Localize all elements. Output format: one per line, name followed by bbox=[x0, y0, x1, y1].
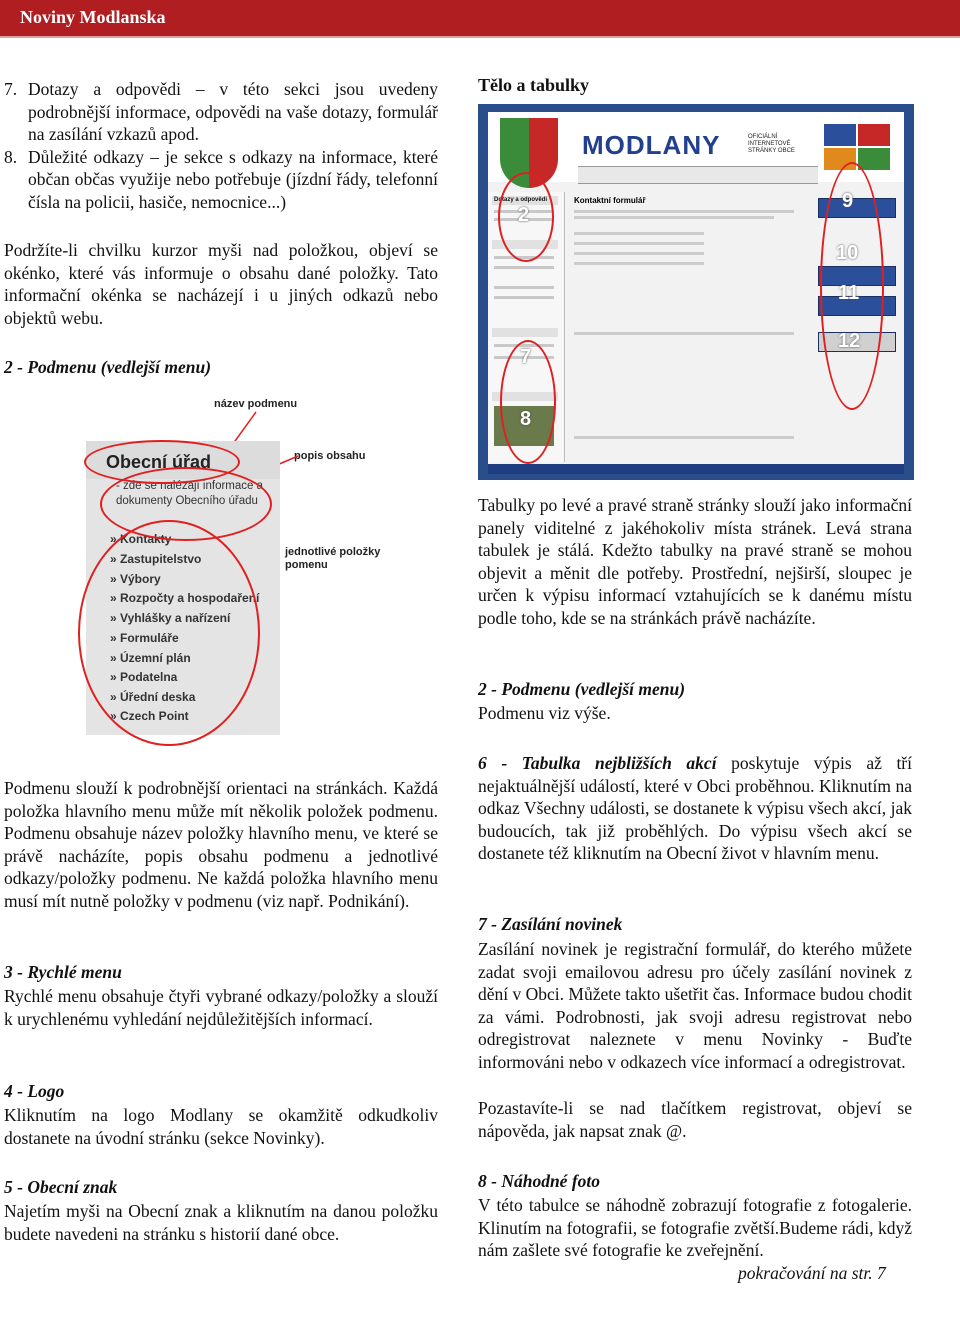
number-marker: 8 bbox=[520, 408, 532, 430]
section-heading: 5 - Obecní znak bbox=[4, 1177, 118, 1197]
number-marker: 9 bbox=[842, 190, 854, 212]
section-text: Podmenu viz výše. bbox=[478, 703, 611, 723]
number-marker: 10 bbox=[836, 242, 859, 264]
header-title: Noviny Modlanska bbox=[20, 7, 166, 27]
submenu-item[interactable]: » Rozpočty a hospodaření bbox=[110, 591, 260, 605]
submenu-description: - zde se nalézají informace a dokumenty Obecního úřadu bbox=[116, 480, 264, 507]
screenshot-footer bbox=[488, 464, 904, 474]
quick-button bbox=[858, 148, 890, 170]
submenu-item[interactable]: » Formuláře bbox=[110, 631, 179, 645]
tables-paragraph: Tabulky po levé a pravé straně stránky slouží jako informační panely viditelné z jakéhokoliv místa stránek. Levá strana tabulek je stálá. Kdežto tabulky na pravé straně se mohou objevit a měnit dle potřeby. Prostřední, nejširší, sloupec je určen k výpisu informací vztahujících se k danému místu podle toho, kde se na stránkách právě nacházíte. bbox=[478, 495, 912, 628]
panel-box bbox=[492, 328, 558, 337]
logo: MODLANY bbox=[582, 130, 721, 160]
continued-note: pokračování na str. 7 bbox=[738, 1263, 886, 1283]
section-heading: 7 - Zasílání novinek bbox=[478, 914, 623, 934]
tooltip-paragraph: Podržíte-li chvilku kurzor myši nad položkou, objeví se okénko, které vás informuje o obsahu dané položky. Tato informační okénka se nacházejí i u jiných odkazů nebo objektů webu. bbox=[4, 240, 438, 328]
submenu-item[interactable]: » Kontakty bbox=[110, 532, 172, 546]
quick-button bbox=[824, 124, 856, 146]
page-header bbox=[0, 0, 960, 36]
right-heading: Tělo a tabulky bbox=[478, 75, 590, 95]
section-text: Kliknutím na logo Modlany se okamžitě odkudkoliv dostanete na úvodní stránku (sekce Novinky). bbox=[4, 1105, 438, 1148]
logo-subtitle: OFICIÁLNÍ INTERNETOVÉ STRÁNKY OBCE bbox=[748, 134, 795, 154]
list-item: 8. Důležité odkazy – je sekce s odkazy na informace, které občan občas využije nebo potřebuje (jízdní řády, telefonní čísla na policii, hasiče, nemocnice...) bbox=[4, 146, 438, 212]
number-marker: 12 bbox=[838, 330, 861, 352]
main-nav bbox=[578, 166, 818, 184]
submenu-item[interactable]: » Podatelna bbox=[110, 670, 178, 684]
header-divider bbox=[0, 36, 960, 38]
section-text: Pozastavíte-li se nad tlačítkem registrovat, objeví se nápověda, jak napsat znak @. bbox=[478, 1098, 912, 1141]
submenu-item[interactable]: » Výbory bbox=[110, 572, 161, 586]
website-screenshot bbox=[478, 104, 914, 480]
section-text: Zasílání novinek je registrační formulář, do kterého můžete zadat svoji emailovou adresu pro účely zasílání novinek z dění v Obci. Můžete takto ušetřit čas. Informace budou chodit za vámi. Podrobnosti, jak svoji adresu registrovat nebo odregistrovat naleznete v menu Novinky - Buďte informováni nebo v odkazech více informací a odregistrovat. bbox=[478, 939, 912, 1072]
section-heading: 6 - Tabulka nejbližších akcí bbox=[478, 753, 717, 773]
annotation-description: popis obsahu bbox=[294, 450, 366, 462]
submenu-item[interactable]: » Úřední deska bbox=[110, 690, 196, 704]
submenu-item[interactable]: » Vyhlášky a nařízení bbox=[110, 611, 231, 625]
highlight-ellipse bbox=[78, 520, 260, 746]
numbered-list bbox=[4, 78, 438, 214]
left-panel-title: Dotazy a odpovědi bbox=[494, 197, 548, 203]
number-marker: 11 bbox=[838, 282, 860, 304]
submenu-item[interactable]: » Zastupitelstvo bbox=[110, 552, 202, 566]
number-marker: 2 bbox=[518, 204, 530, 226]
annotation-items: jednotlivé položky pomenu bbox=[285, 546, 381, 571]
submenu-intro: Podmenu slouží k podrobnější orientaci na stránkách. Každá položka hlavního menu může mít několik položek podmenu. Podmenu obsahuje název položky hlavního menu, ve které se právě nacházíte, popis obsahu podmenu a jednotlivé odkazy/položky podmenu. Ne každá položka hlavního menu musí mít nutně položky v podmenu (viz např. Podnikání). bbox=[4, 778, 438, 911]
submenu-title: Obecní úřad bbox=[106, 452, 212, 472]
section-heading: 8 - Náhodné foto bbox=[478, 1171, 601, 1191]
annotation-name: název podmenu bbox=[214, 398, 298, 410]
section-text: poskytuje výpis až tří nejaktuálnější událostí, které v Obci proběhnou. Kliknutím na odkaz Všechny události, se dostanete k výpisu všech akcí, jak budoucích, tak již proběhlých. Do výpisu všech akcí se dostanete též kliknutím na Obecní život v hlavním menu. bbox=[478, 753, 912, 864]
section-text: V této tabulce se náhodně zobrazují fotografie z fotogalerie. Klinutím na fotografii, se fotografie zvětší.Budeme rádi, když nám zašlete své fotografie ke zveřejnění. bbox=[478, 1195, 912, 1261]
center-panel bbox=[574, 196, 810, 456]
section-text: Najetím myši na Obecní znak a kliknutím na danou položku budete navedeni na stránku s historií dané obce. bbox=[4, 1201, 438, 1244]
section-6 bbox=[478, 752, 912, 865]
quick-button bbox=[858, 124, 890, 146]
submenu-item[interactable]: » Czech Point bbox=[110, 709, 189, 723]
section-text: Rychlé menu obsahuje čtyři vybrané odkazy/položky a slouží k urychlenému vyhledání nejdůležitějších informací. bbox=[4, 986, 438, 1029]
submenu-heading: 2 - Podmenu (vedlejší menu) bbox=[4, 357, 212, 377]
number-marker: 7 bbox=[520, 346, 532, 368]
submenu-item[interactable]: » Územní plán bbox=[110, 651, 191, 665]
section-heading: 4 - Logo bbox=[4, 1081, 65, 1101]
section-heading: 3 - Rychlé menu bbox=[4, 962, 122, 982]
section-heading: 2 - Podmenu (vedlejší menu) bbox=[478, 679, 686, 699]
center-title: Kontaktní formulář bbox=[574, 196, 646, 205]
list-item: 7. Dotazy a odpovědi – v této sekci jsou uvedeny podrobnější informace, odpovědi na vaše dotazy, formulář na zasílání vzkazů apod. bbox=[4, 79, 438, 145]
